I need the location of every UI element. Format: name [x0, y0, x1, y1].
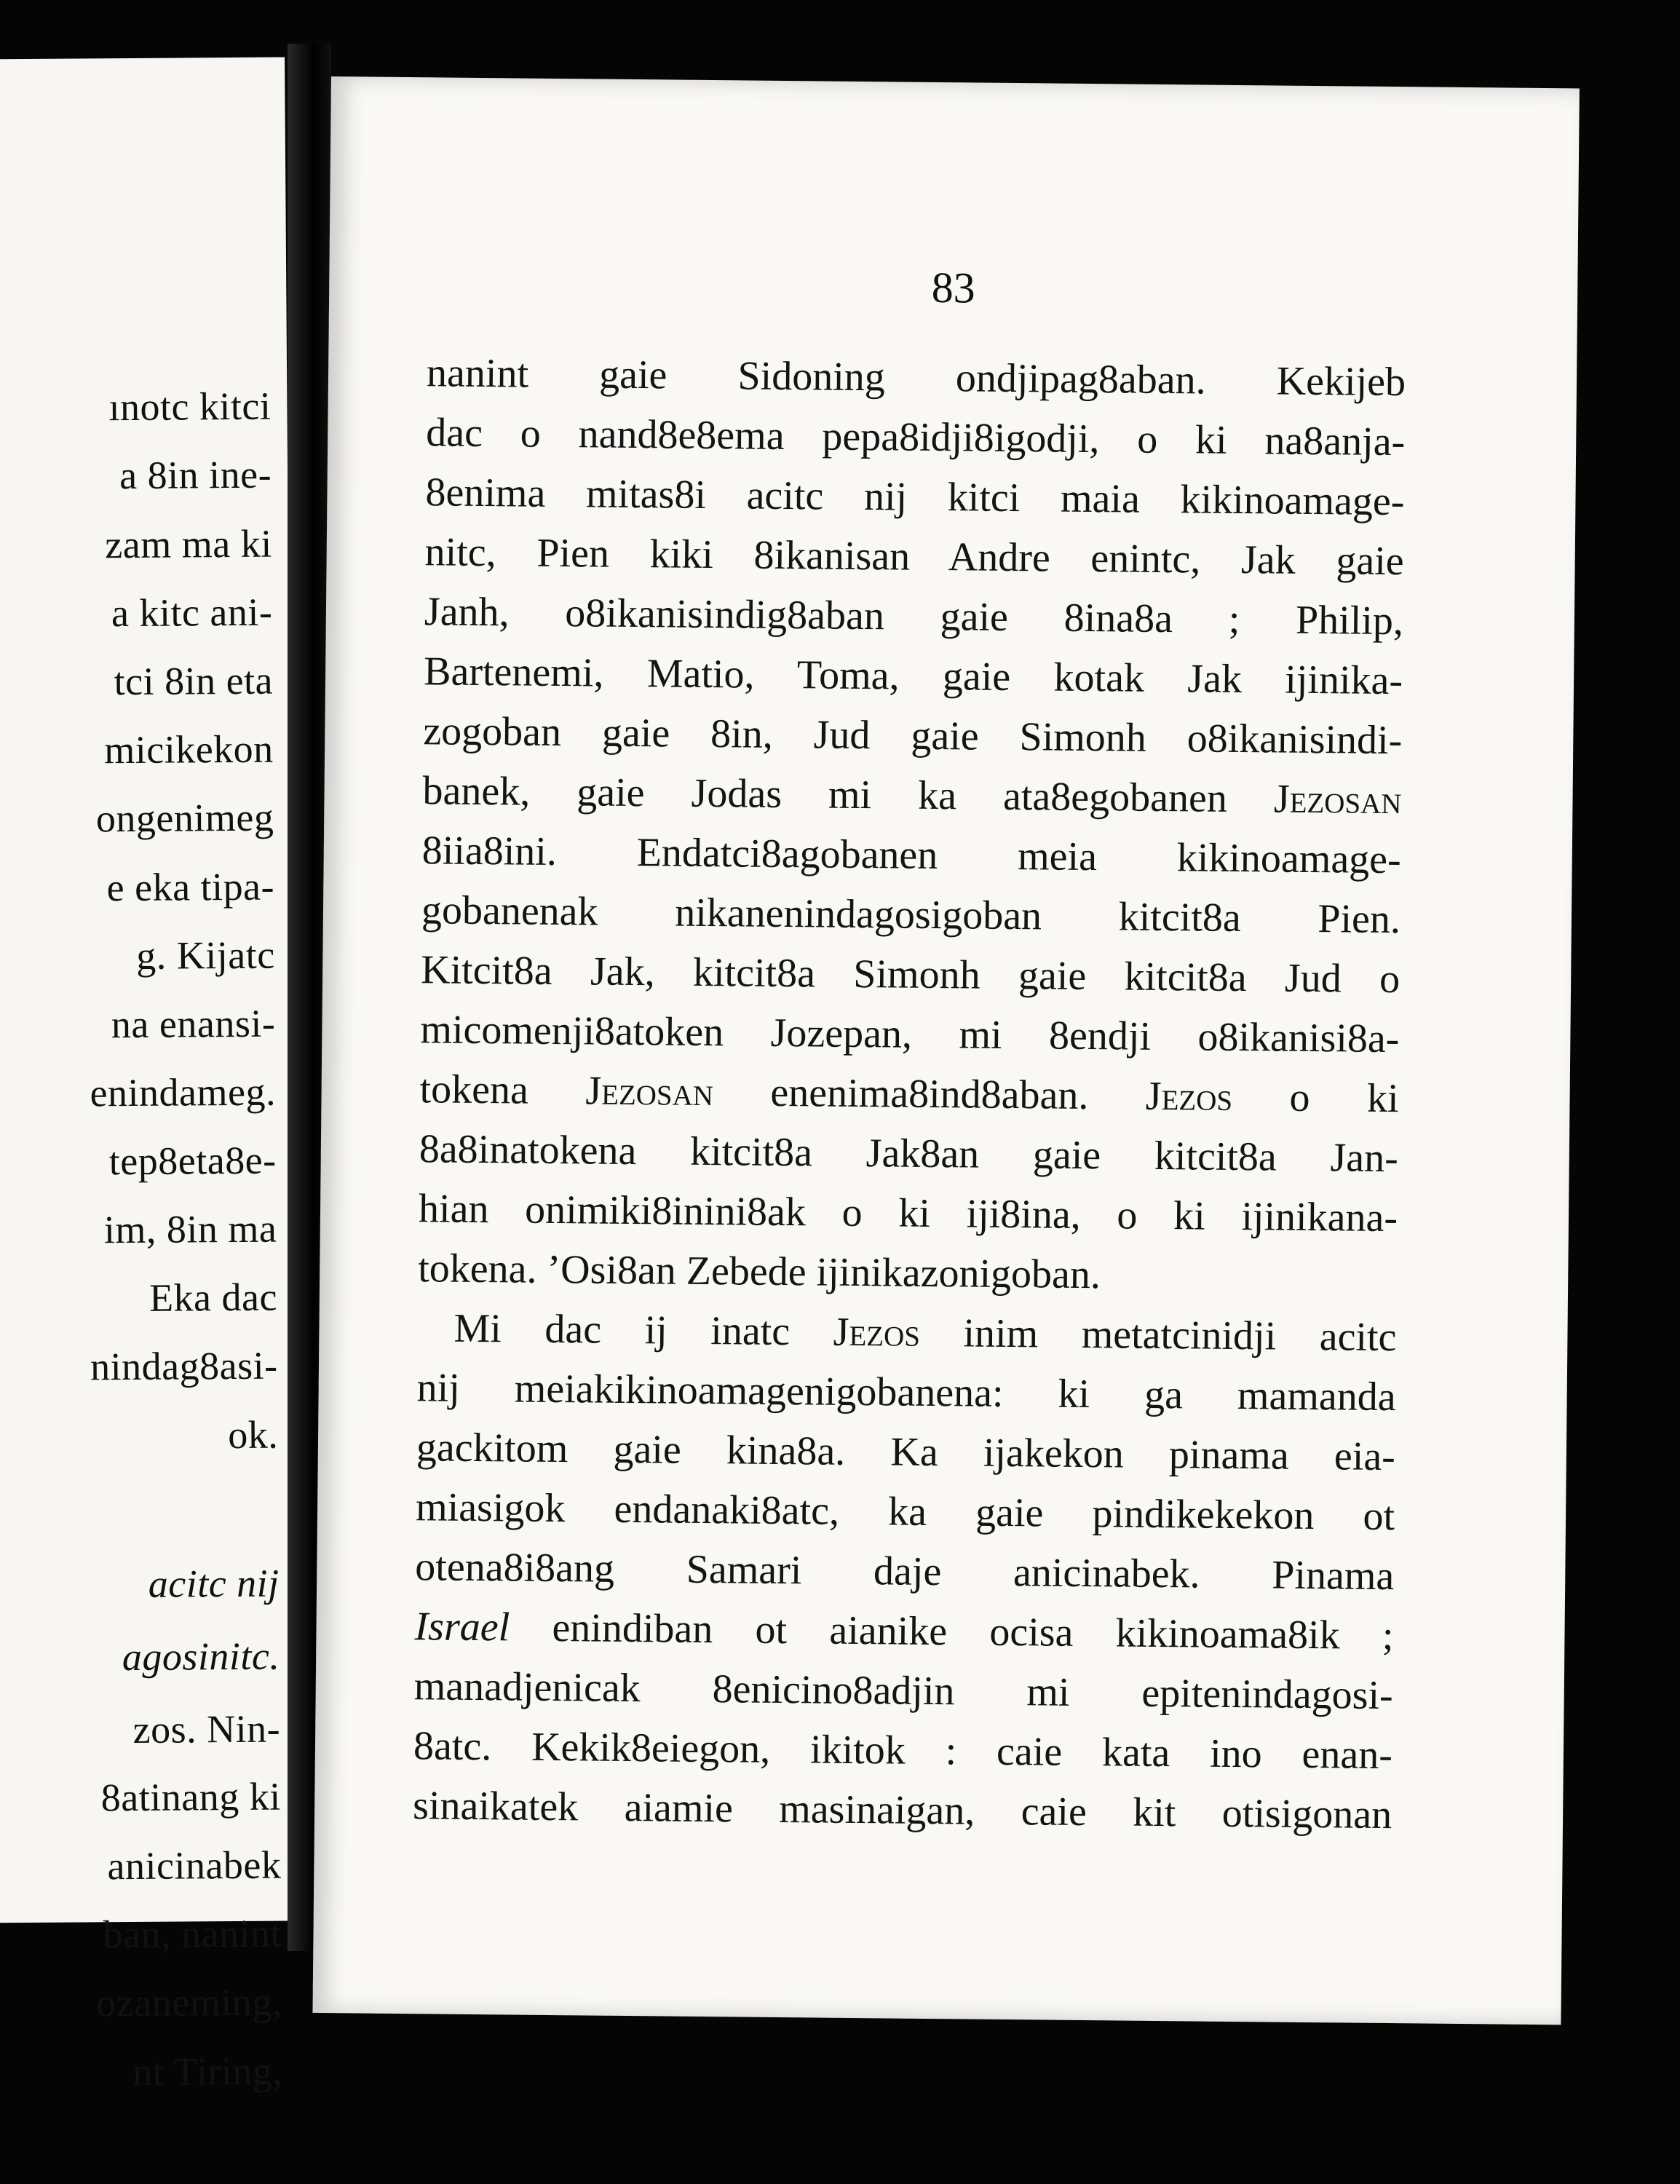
text-segment: 8iia8ini. Endatci8agobanen meia kikinoamage- [421, 828, 1402, 883]
small-caps-name: Jezos [1145, 1073, 1233, 1120]
text-segment: hian onimiki8inini8ak o ki iji8ina, o ki ijinikana- [418, 1186, 1398, 1241]
left-page-line: micikekon [104, 727, 274, 772]
text-line [415, 1537, 1395, 1606]
left-page-line: e eka tipa- [106, 864, 275, 910]
text-segment: 8a8inatokena kitcit8a Jak8an gaie kitcit8a Jan- [419, 1126, 1399, 1182]
text-line [414, 1597, 1394, 1666]
text-line [425, 462, 1405, 531]
text-segment: micomenji8atoken Jozepan, mi 8endji o8ikanisi8a- [420, 1007, 1400, 1062]
left-page-line: zam ma ki [105, 521, 272, 567]
text-line [419, 1119, 1398, 1188]
left-page-line: g. Kijatc [136, 933, 275, 978]
text-segment: Bartenemi, Matio, Toma, gaie kotak Jak ijinika- [423, 649, 1403, 704]
left-page-line: Eka dac [148, 1275, 278, 1320]
small-caps-name: Jezosan [1273, 776, 1402, 823]
text-segment: 8enima mitas8i acitc nij kitci maia kikinoamage- [425, 470, 1405, 525]
text-line [424, 522, 1404, 591]
left-page-line: tep8eta8e- [108, 1138, 277, 1184]
left-page-line: 8atinang ki [100, 1774, 281, 1820]
right-page [312, 76, 1579, 2025]
text-line [424, 582, 1404, 651]
text-segment: Janh, o8ikanisindig8aban gaie 8ina8a ; Philip, [424, 589, 1404, 644]
left-page-line: ınotc kitci [108, 384, 272, 430]
text-segment: tokena [419, 1067, 586, 1114]
text-segment: gackitom gaie kina8a. Ka ijakekon pinama eia- [416, 1425, 1396, 1480]
left-page-line: na enansi- [111, 1001, 276, 1047]
text-segment: miasigok endanaki8atc, ka gaie pindikekekon ot [415, 1484, 1395, 1540]
left-page-line: agosinitc. [122, 1634, 280, 1679]
text-line [417, 1298, 1397, 1367]
text-line [426, 403, 1406, 472]
text-line [413, 1716, 1393, 1785]
text-segment: tokena. ’Osi8an Zebede ijinikazonigoban. [417, 1246, 1101, 1298]
text-segment: Mi dac ij inatc [453, 1305, 833, 1355]
left-page-line: ongenimeg [95, 795, 274, 841]
left-page-line: ok. [228, 1412, 279, 1457]
text-segment: nitc, Pien kiki 8ikanisan Andre enintc, Jak gaie [424, 529, 1404, 585]
text-line [422, 761, 1402, 830]
text-line [424, 641, 1403, 711]
left-page-line: nt Tiring, [132, 2049, 283, 2094]
text-line [421, 880, 1401, 949]
text-segment: Kitcit8a Jak, kitcit8a Simonh gaie kitcit8a Jud o [420, 947, 1400, 1002]
text-line [416, 1477, 1395, 1546]
text-line [421, 820, 1401, 890]
text-segment: nij meiakikinoamagenigobanena: ki ga mamanda [416, 1365, 1396, 1420]
text-segment: manadjenicak 8enicino8adjin mi epitenindagosi- [413, 1663, 1394, 1719]
text-line [423, 701, 1403, 770]
text-line [421, 940, 1400, 1009]
text-segment: inim metatcinidji acitc [919, 1310, 1397, 1361]
left-page-line: a kitc ani- [111, 590, 273, 636]
left-page-line: im, 8in ma [103, 1206, 277, 1252]
text-segment: enindiban ot aianike ocisa kikinoama8ik ; [509, 1605, 1394, 1659]
text-segment: dac o nand8e8ema pepa8idji8igodji, o ki na8anja- [426, 410, 1406, 465]
small-caps-name: Jezosan [585, 1068, 714, 1115]
text-segment: zogoban gaie 8in, Jud gaie Simonh o8ikanisindi- [423, 708, 1403, 764]
text-line [416, 1417, 1396, 1487]
left-page-line: nindag8asi- [90, 1343, 278, 1389]
body-text [413, 343, 1406, 1845]
text-line [413, 1656, 1393, 1725]
left-facing-page [0, 57, 298, 2094]
text-line [418, 1238, 1398, 1307]
text-segment: o ki [1232, 1074, 1399, 1122]
text-line [416, 1358, 1396, 1427]
left-page-line: ozaneming, [96, 1979, 282, 2025]
text-segment: enenima8ind8aban. [713, 1069, 1146, 1119]
text-segment: 8atc. Kekik8eiegon, ikitok : caie kata ino enan- [413, 1723, 1393, 1779]
text-segment: sinaikatek aiamie masinaigan, caie kit otisigonan [412, 1783, 1392, 1838]
page-number: 83 [931, 263, 976, 312]
text-segment: nanint gaie Sidoning ondjipag8aban. Kekijeb [426, 350, 1406, 405]
left-page-line: a 8in ine- [119, 452, 272, 498]
small-caps-name: Jezos [833, 1309, 921, 1356]
left-page-line: tci 8in eta [114, 658, 274, 704]
text-line [420, 1000, 1400, 1069]
text-line [427, 343, 1406, 412]
left-page-line: anicinabek [107, 1843, 282, 1888]
text-line [419, 1059, 1399, 1128]
text-segment: otena8i8ang Samari daje anicinabek. Pinama [415, 1544, 1395, 1599]
left-page-line: zos. Nin- [132, 1706, 281, 1752]
text-segment: gobanenak nikanenindagosigoban kitcit8a Pien. [421, 887, 1401, 943]
left-page-line: enindameg. [90, 1069, 277, 1115]
text-line [419, 1179, 1398, 1248]
left-page-line: acitc nij [148, 1561, 280, 1606]
text-line [413, 1776, 1392, 1845]
italic-word: Israel [414, 1604, 510, 1650]
left-page-line: ban, nanint [103, 1911, 282, 1957]
text-segment: banek, gaie Jodas mi ka ata8egobanen [422, 768, 1275, 822]
